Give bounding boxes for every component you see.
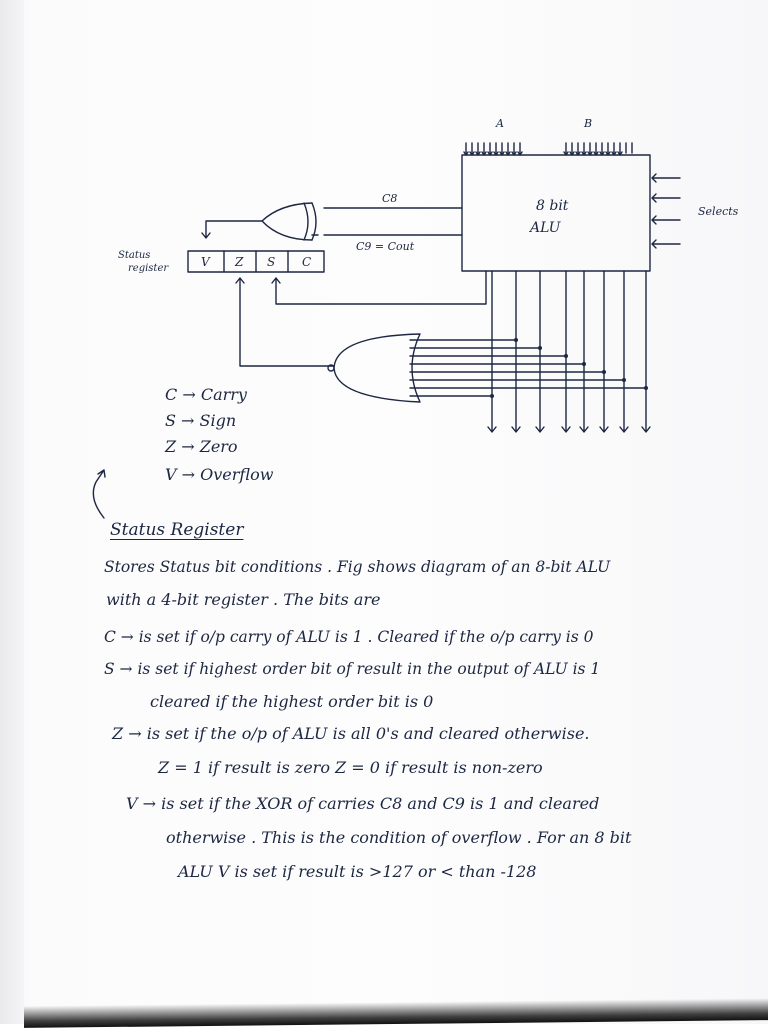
sign-line [272,271,486,304]
status-bit-c: C [302,255,312,269]
notes-line-3: C → is set if o/p carry of ALU is 1 . Cleared if the o/p carry is 0 [104,628,594,646]
status-register [188,251,324,272]
notes-line-9: otherwise . This is the condition of overflow . For an 8 bit [166,828,632,847]
c8-label: C8 [382,192,398,205]
input-a-arrows [464,143,522,155]
status-bit-s: S [267,255,276,269]
notes-line-6: Z → is set if the o/p of ALU is all 0's and cleared otherwise. [112,724,590,743]
input-b-label: B [584,117,593,130]
page-bottom-shadow [24,998,768,1028]
notes-line-10: ALU V is set if result is >127 or < than -128 [178,862,537,881]
notes-title: Status Register [110,520,244,540]
legend-sign: S → Sign [165,411,237,430]
c9-label: C9 = Cout [356,240,415,253]
notes-line-5: cleared if the highest order bit is 0 [150,692,434,711]
xor-gate [262,203,316,240]
input-a-label: A [496,117,504,130]
input-b-arrows [564,143,632,155]
notes-line-1: Stores Status bit conditions . Fig shows diagram of an 8-bit ALU [104,558,611,576]
notes-line-7: Z = 1 if result is zero Z = 0 if result is non-zero [158,758,543,777]
legend-overflow: V → Overflow [165,465,274,484]
notes-line-2: with a 4-bit register . The bits are [106,590,381,609]
alu-label-2: ALU [530,220,561,236]
selects-label: Selects [698,205,739,218]
legend-zero: Z → Zero [165,437,238,456]
nor-gate [328,334,420,402]
legend-carry: C → Carry [165,385,247,404]
xor-to-v-line [202,221,262,238]
nor-input-lines [410,340,646,396]
status-bit-z: Z [235,255,244,269]
zero-line [236,278,334,366]
alu-label-1: 8 bit [536,198,569,214]
status-bit-v: V [201,255,210,269]
notes-line-4: S → is set if highest order bit of result in the output of ALU is 1 [104,660,601,678]
alu-outputs [488,271,650,432]
hook-arrow [93,470,105,518]
select-arrows [652,174,680,248]
notes-line-8: V → is set if the XOR of carries C8 and C9 is 1 and cleared [126,794,600,813]
status-label-2: register [128,263,169,274]
status-label-1: Status [118,250,151,261]
